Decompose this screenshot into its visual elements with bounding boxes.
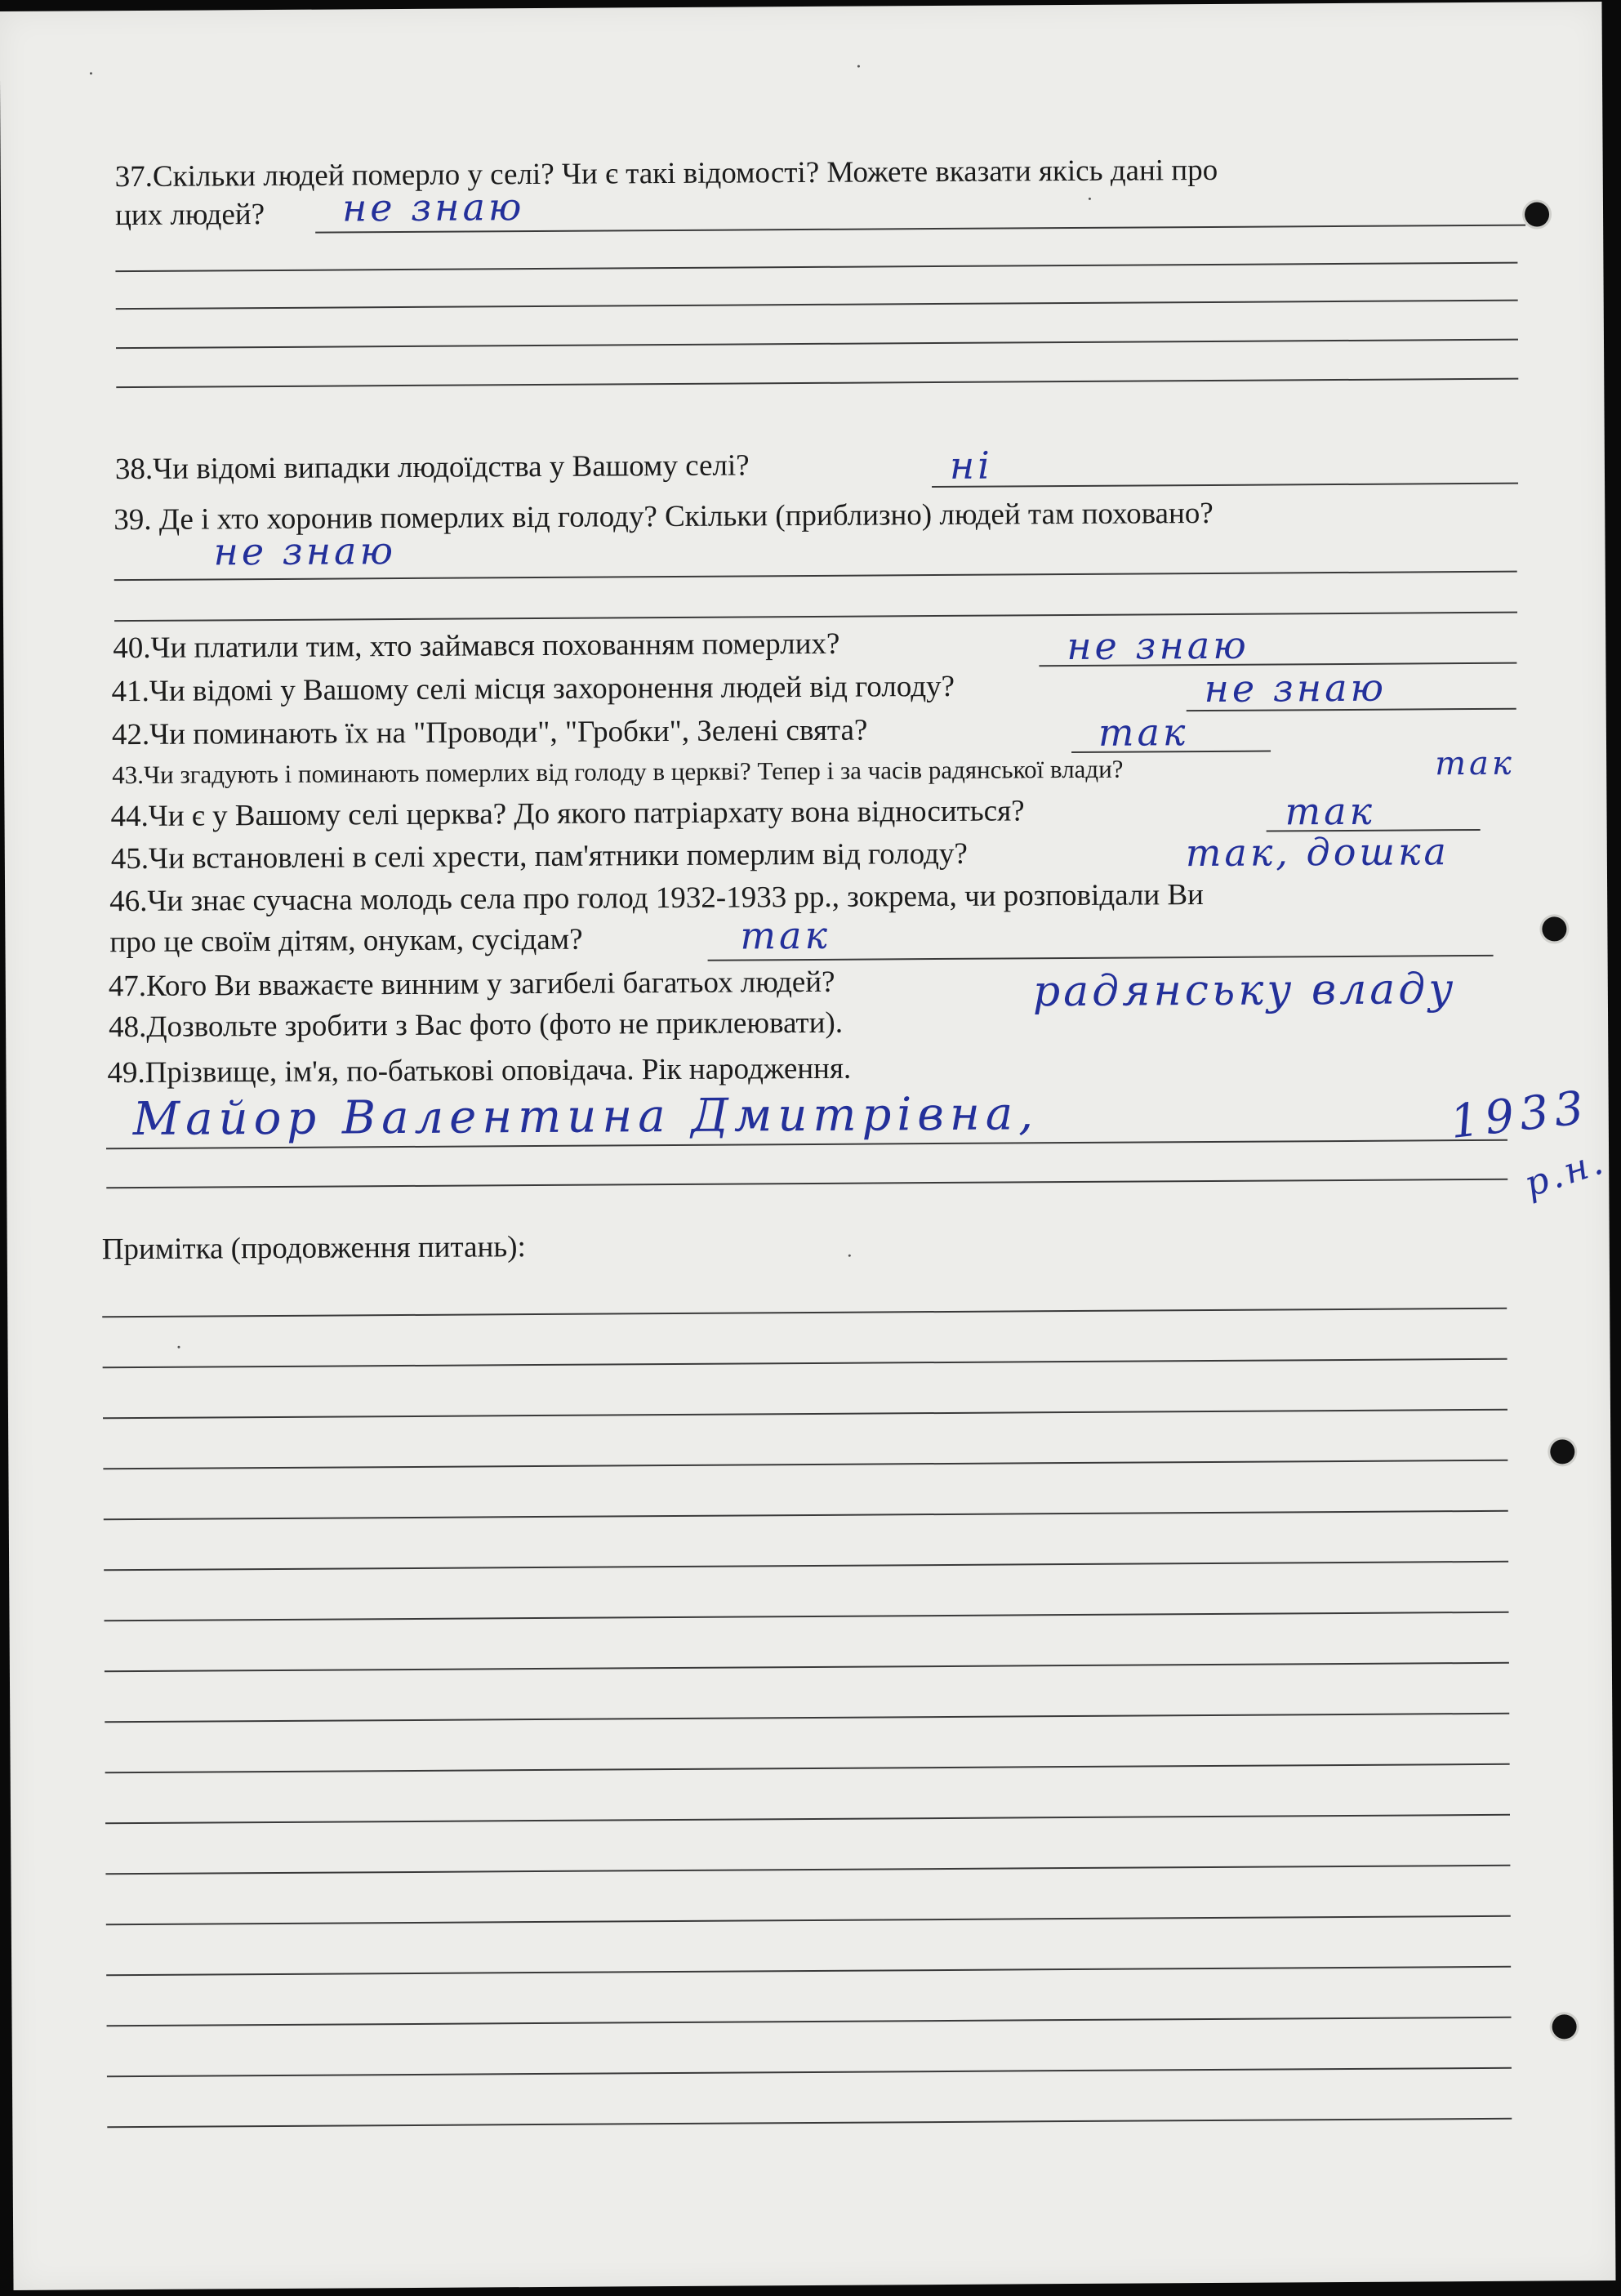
- note-line: [105, 1612, 1509, 1622]
- answer-line: [115, 262, 1517, 272]
- question-48: 48.Дозвольте зробити з Вас фото (фото не приклеювати).: [108, 1005, 844, 1045]
- punch-hole: [1552, 2014, 1577, 2039]
- question-39: 39. Де і хто хоронив померлих від голоду? Скільки (приблизно) людей там поховано?: [114, 496, 1214, 537]
- answer-49-suffix: р.н.: [1519, 1139, 1611, 1206]
- note-line: [107, 2118, 1512, 2129]
- question-40: 40.Чи платили тим, хто займався похованням померлих?: [113, 626, 840, 666]
- question-42: 42.Чи поминають їх на "Проводи", "Гробки", Зелені свята?: [111, 713, 868, 752]
- paper-speck: [857, 65, 860, 68]
- answer-line: [116, 300, 1518, 310]
- questionnaire-page: [0, 2, 1616, 2290]
- note-line: [103, 1358, 1507, 1369]
- answer-line: [106, 1179, 1507, 1188]
- note-line: [105, 1814, 1510, 1825]
- question-37-line-1: 37.Скільки людей померло у селі? Чи є такі відомості? Можете вказати якісь дані про: [114, 153, 1218, 194]
- punch-hole: [1550, 1439, 1574, 1464]
- question-45: 45.Чи встановлені в селі хрести, пам'ятники померлим від голоду?: [110, 836, 968, 876]
- question-46-line-2: про це своїм дітям, онукам, сусідам?: [109, 922, 583, 960]
- question-38: 38.Чи відомі випадки людоїдства у Вашому селі?: [114, 448, 750, 487]
- note-line: [103, 1409, 1507, 1420]
- note-line: [105, 1713, 1509, 1723]
- question-44: 44.Чи є у Вашому селі церква? До якого патріархату вона відноситься?: [110, 794, 1025, 834]
- answer-40: не знаю: [1067, 622, 1249, 669]
- answer-49-name: Майор Валентина Дмитрівна,: [132, 1087, 1040, 1147]
- paper-speck: [1089, 198, 1091, 200]
- question-41: 41.Чи відомі у Вашому селі місця захоронення людей від голоду?: [111, 669, 955, 709]
- answer-43: так: [1435, 744, 1515, 783]
- answer-41: не знаю: [1204, 665, 1387, 711]
- answer-39: не знаю: [213, 528, 397, 574]
- answer-37: не знаю: [341, 185, 525, 230]
- question-47: 47.Кого Ви вважаєте винним у загибелі багатьох людей?: [108, 965, 835, 1004]
- question-37-line-2: цих людей?: [114, 198, 265, 233]
- note-line: [104, 1510, 1508, 1521]
- question-49: 49.Прізвище, ім'я, по-батькові оповідача. Рік народження.: [107, 1051, 852, 1090]
- paper-speck: [90, 72, 92, 74]
- question-43: 43.Чи згадують і поминають померлих від голоду в церкві? Тепер і за часів радянської влади?: [112, 754, 1124, 790]
- note-line: [107, 2067, 1512, 2078]
- answer-42: так: [1098, 710, 1189, 755]
- note-line: [107, 2017, 1512, 2027]
- answer-45: так, дошка: [1185, 829, 1450, 876]
- question-46-line-1: 46.Чи знає сучасна молодь села про голод 1932-1933 рр., зокрема, чи розповідали Ви: [109, 878, 1205, 919]
- answer-46: так: [740, 912, 831, 958]
- note-line: [105, 1662, 1509, 1673]
- note-line: [105, 1763, 1510, 1774]
- note-line: [105, 1865, 1510, 1875]
- answer-44: так: [1285, 788, 1376, 834]
- note-line: [103, 1460, 1507, 1470]
- answer-line: [116, 339, 1518, 349]
- answer-line: [114, 612, 1517, 622]
- paper-speck: [848, 1255, 851, 1257]
- answer-line: [932, 483, 1518, 488]
- answer-47: радянську владу: [1032, 965, 1457, 1017]
- paper-speck: [177, 1346, 180, 1349]
- note-label: Примітка (продовження питань):: [101, 1230, 526, 1267]
- answer-49-year: 1933: [1447, 1081, 1592, 1149]
- note-line: [106, 1915, 1511, 1926]
- note-line: [102, 1308, 1507, 1318]
- answer-line: [116, 378, 1518, 388]
- punch-hole: [1525, 202, 1549, 226]
- note-line: [104, 1561, 1508, 1572]
- answer-38: ні: [949, 443, 994, 488]
- punch-hole: [1542, 916, 1566, 941]
- note-line: [106, 1966, 1511, 1977]
